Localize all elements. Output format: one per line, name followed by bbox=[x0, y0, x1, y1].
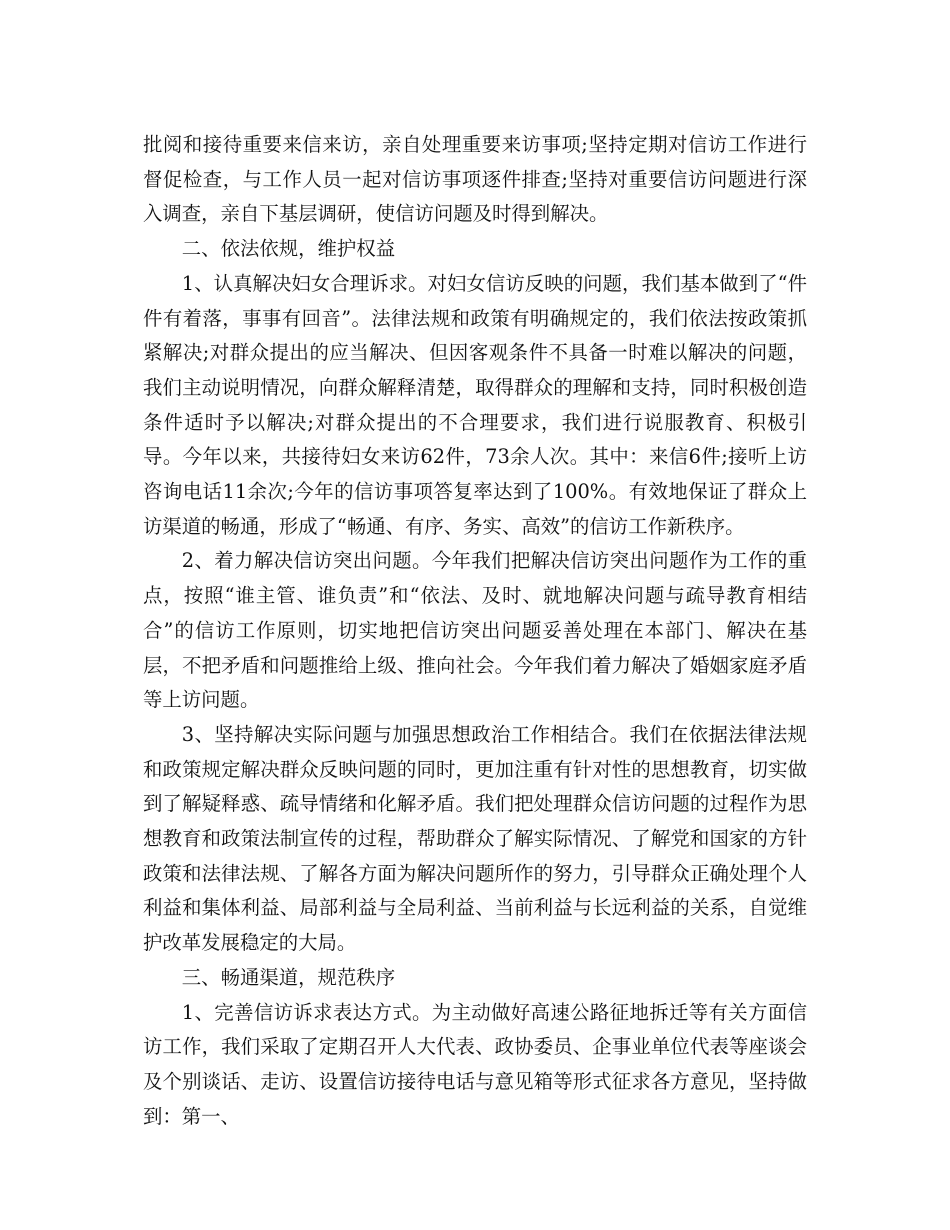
section-heading-2: 二、依法依规，维护权益 bbox=[181, 237, 396, 261]
paragraph-continuation: 批阅和接待重要来信来访，亲自处理重要来访事项;坚持定期对信访工作进行督促检查，与工作人员一起对信访事项逐件排查;坚持对重要信访问题进行深入调查，亲自下基层调研，使信访问题及时得到解决。 bbox=[143, 133, 807, 226]
paragraph-item-3: 3、坚持解决实际问题与加强思想政治工作相结合。我们在依据法律法规和政策规定解决群众反映问题的同时，更加注重有针对性的思想教育，切实做到了解疑释惑、疏导情绪和化解矛盾。我们把处理群众信访问题的过程作为思想教育和政策法制宣传的过程，帮助群众了解实际情况、了解党和国家的方针政策和法律法规、了解各方面为解决问题所作的努力，引导群众正确处理个人利益和集体利益、局部利益与全局利益、当前利益与长远利益的关系，自觉维护改革发展稳定的大局。 bbox=[143, 722, 807, 955]
document-body bbox=[143, 128, 807, 1134]
section-heading-3: 三、畅通渠道，规范秩序 bbox=[181, 965, 396, 989]
paragraph-item-2: 2、着力解决信访突出问题。今年我们把解决信访突出问题作为工作的重点，按照“谁主管、谁负责”和“依法、及时、就地解决问题与疏导教育相结合”的信访工作原则，切实地把信访突出问题妥善处理在本部门、解决在基层，不把矛盾和问题推给上级、推向社会。今年我们着力解决了婚姻家庭矛盾等上访问题。 bbox=[143, 549, 807, 712]
paragraph-item-1: 1、认真解决妇女合理诉求。对妇女信访反映的问题，我们基本做到了“件件有着落，事事有回音”。法律法规和政策有明确规定的，我们依法按政策抓紧解决;对群众提出的应当解决、但因客观条件不具备一时难以解决的问题，我们主动说明情况，向群众解释清楚，取得群众的理解和支持，同时积极创造条件适时予以解决;对群众提出的不合理要求，我们进行说服教育、积极引导。今年以来，共接待妇女来访62件，73余人次。其中：来信6件;接听上访咨询电话11余次;今年的信访事项答复率达到了100%。有效地保证了群众上访渠道的畅通，形成了“畅通、有序、务实、高效”的信访工作新秩序。 bbox=[143, 271, 807, 538]
paragraph-item-4: 1、完善信访诉求表达方式。为主动做好高速公路征地拆迁等有关方面信访工作，我们采取了定期召开人大代表、政协委员、企事业单位代表等座谈会及个别谈话、走访、设置信访接待电话与意见箱等形式征求各方意见，坚持做到：第一、 bbox=[143, 1000, 807, 1128]
